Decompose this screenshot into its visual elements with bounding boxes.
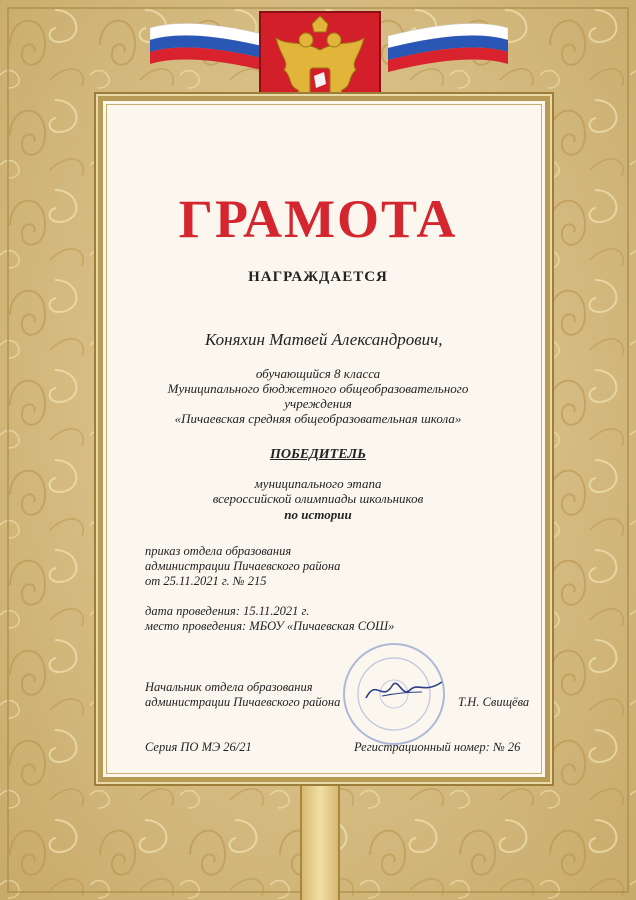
order-line: от 25.11.2021 г. № 215 xyxy=(145,574,267,588)
series-number: Серия ПО МЭ 26/21 xyxy=(145,740,252,754)
date-line: дата проведения: 15.11.2021 г. xyxy=(145,604,310,618)
school-line: Муниципального бюджетного общеобразовательного xyxy=(167,381,469,396)
signer-name: Т.Н. Свищёва xyxy=(458,695,530,709)
russian-flag-ribbon-icon xyxy=(150,18,270,88)
signer-title: администрации Пичаевского района xyxy=(145,695,341,709)
stage-line: муниципального этапа xyxy=(254,476,382,491)
place-line: место проведения: МБОУ «Пичаевская СОШ» xyxy=(145,619,395,633)
school-line: «Пичаевская средняя общеобразовательная школа» xyxy=(174,411,462,426)
awarded-label: НАГРАЖДАЕТСЯ xyxy=(248,269,388,285)
recipient-name: Коняхин Матвей Александрович, xyxy=(205,330,443,349)
student-line: обучающийся 8 класса xyxy=(255,366,381,381)
registration-number: Регистрационный номер: № 26 xyxy=(354,740,521,754)
order-line: администрации Пичаевского района xyxy=(145,559,341,573)
stage-line: всероссийской олимпиады школьников xyxy=(212,491,424,506)
achievement-title: ПОБЕДИТЕЛЬ xyxy=(269,447,367,462)
signature-icon xyxy=(362,668,446,708)
signer-title: Начальник отдела образования xyxy=(145,680,313,694)
decorative-bottom-bar xyxy=(300,782,340,900)
certificate-title: ГРАМОТА xyxy=(178,189,458,249)
order-line: приказ отдела образования xyxy=(145,544,292,558)
subject-line: по истории xyxy=(284,507,352,522)
russian-flag-ribbon-icon xyxy=(388,18,508,88)
school-line: учреждения xyxy=(284,396,352,411)
